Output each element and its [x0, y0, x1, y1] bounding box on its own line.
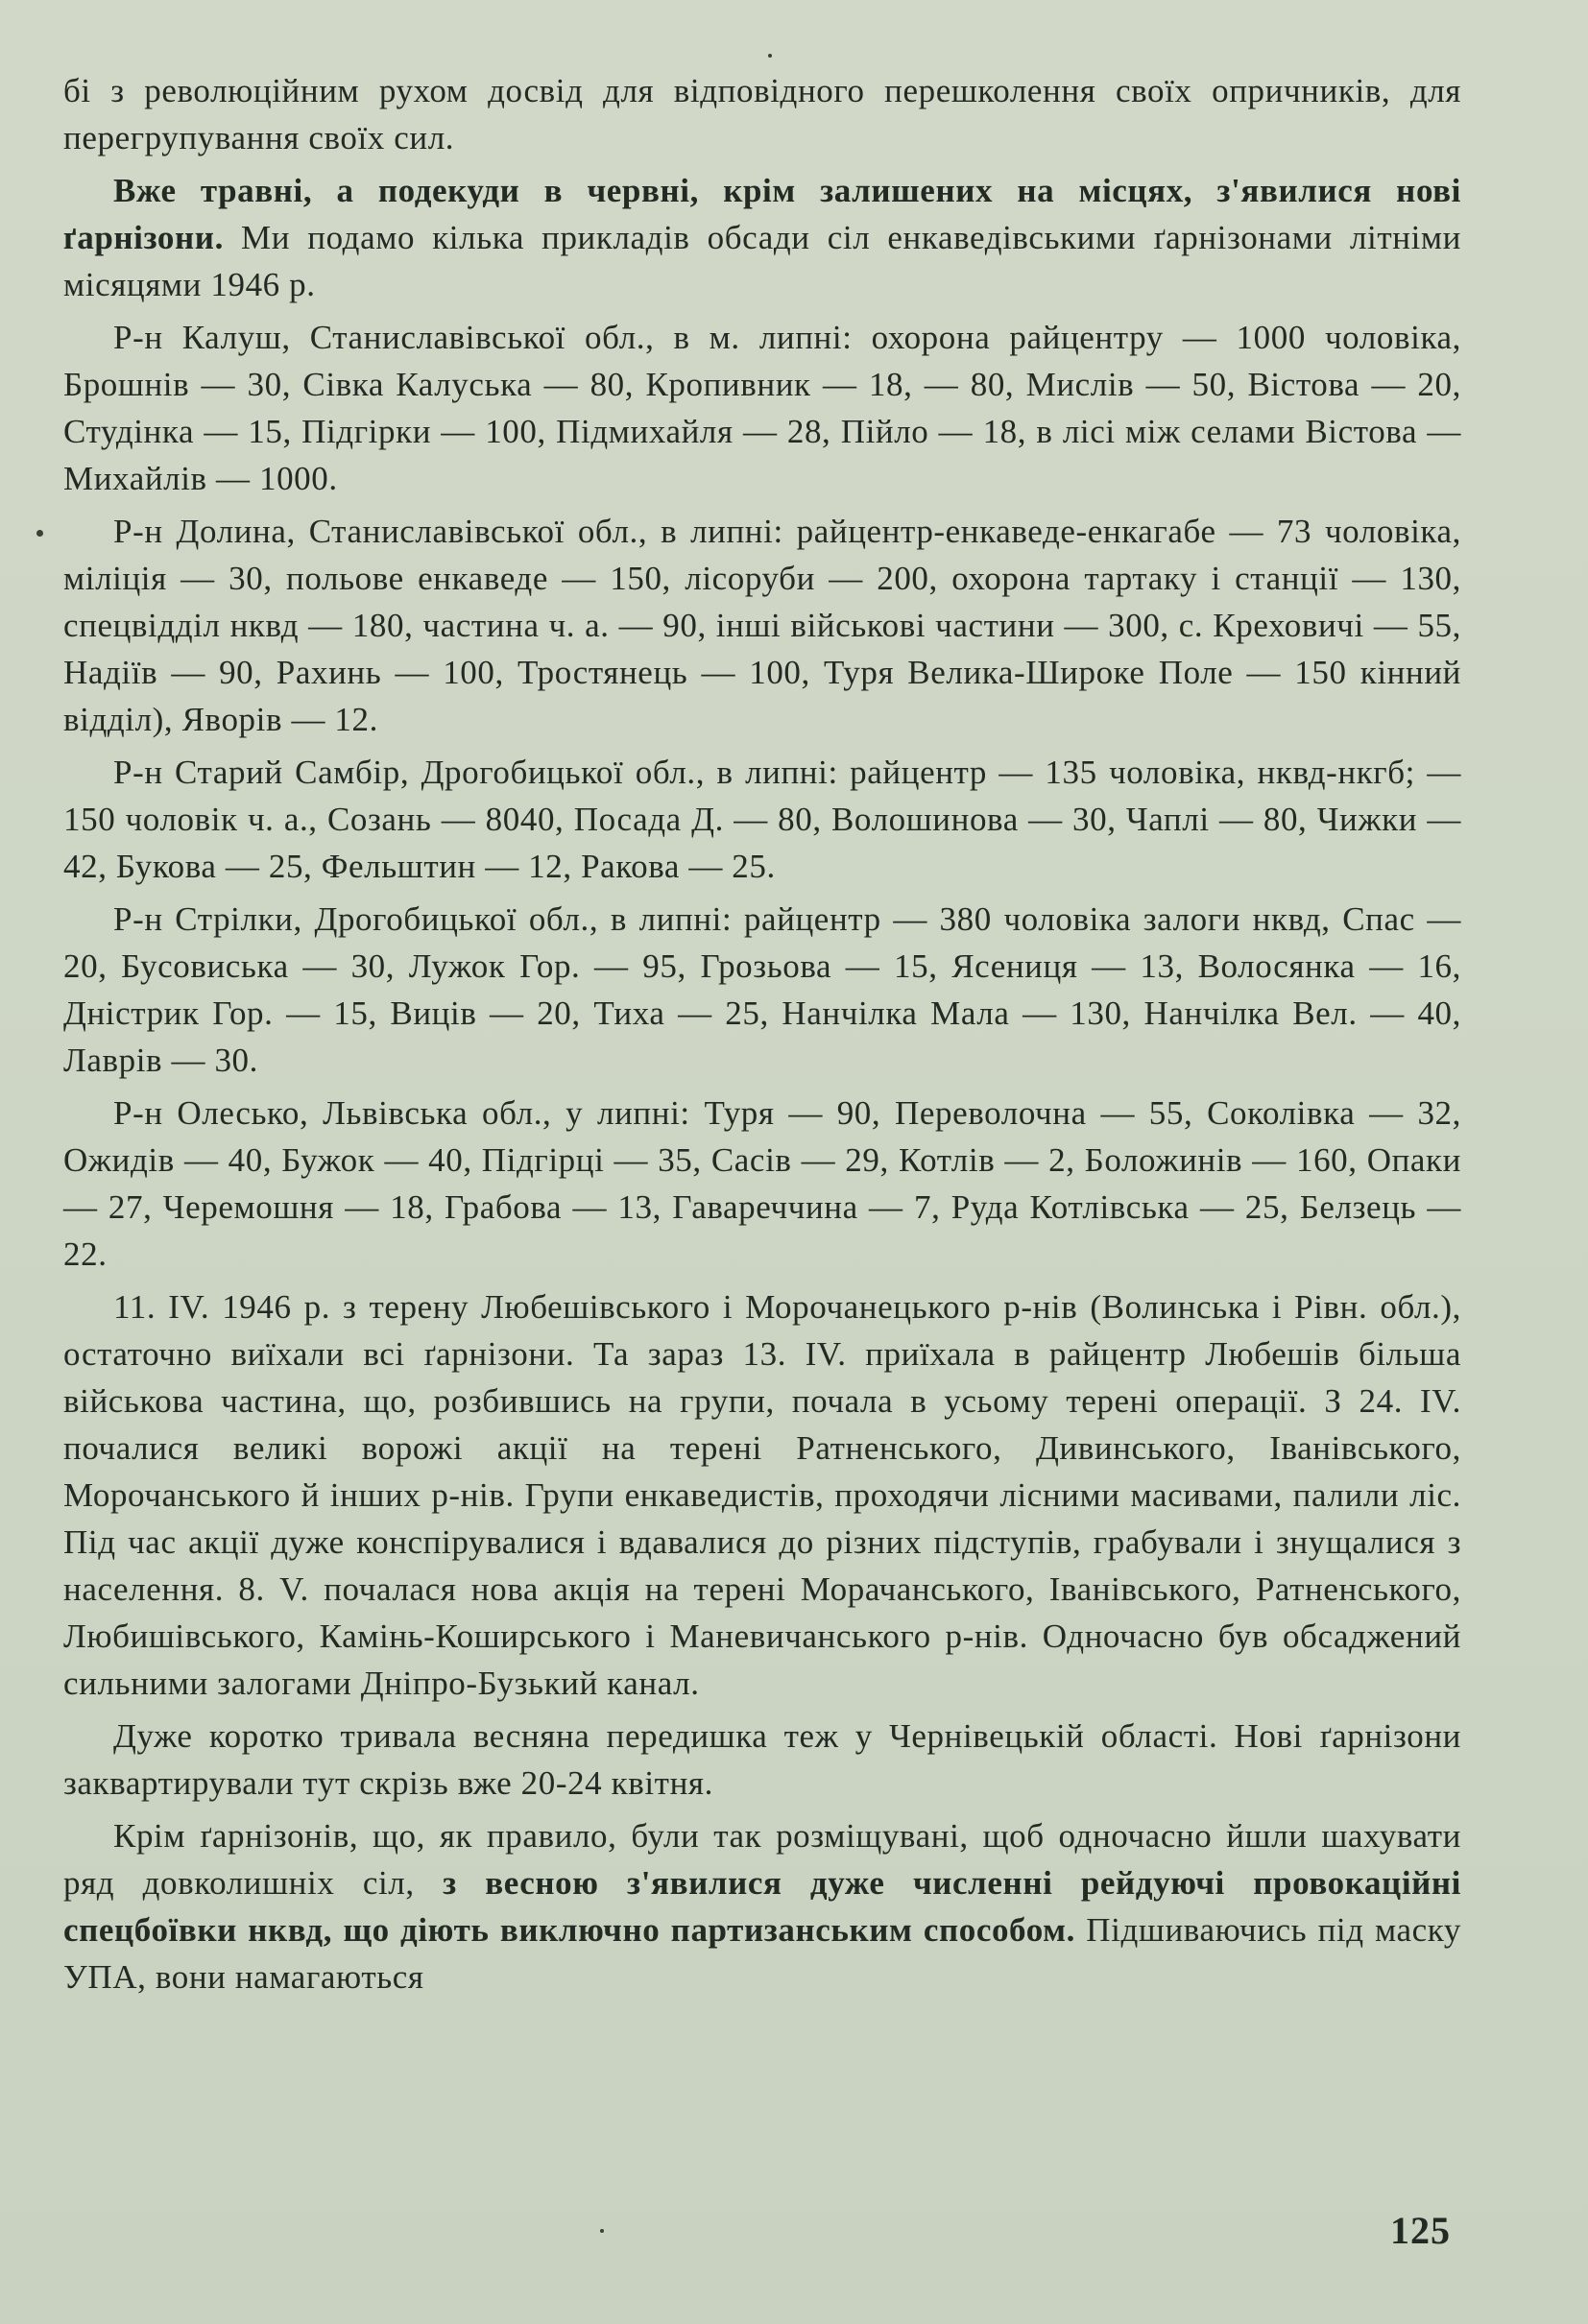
paragraph-p9 — [63, 1713, 1461, 1807]
text-segment: Р-н Стрілки, Дрогобицької обл., в липні: райцентр — 380 чоловіка залоги нквд, Спас — 20, Бусовиська — 30, Лужок Гор. — 95, Грозьова — 15, Ясениця — 13, Волосянка — 16, Дністрик Гор. — 15, Виців — 20, Тиха — 25, Нанчілка Мала — 130, Нанчілка Вел. — 40, Лаврів — 30. — [63, 900, 1461, 1079]
paragraph-p3 — [63, 314, 1461, 502]
page-number: 125 — [1390, 2209, 1451, 2252]
text-segment: Ми подамо кілька прикладів обсади сіл енкаведівськими ґарнізонами літніми місяцями 1946 р. — [63, 219, 1461, 303]
paragraph-p6 — [63, 896, 1461, 1084]
text-segment: Р-н Старий Самбір, Дрогобицької обл., в липні: райцентр — 135 чоловіка, нквд-нкгб; — 150 чоловік ч. а., Созань — 8040, Посада Д. — 80, Волошинова — 30, Чаплі — 80, Чижки — 42, Букова — 25, Фельштин — 12, Ракова — 25. — [63, 754, 1461, 885]
body-text — [63, 67, 1461, 2001]
paragraph-p1 — [63, 67, 1461, 161]
text-segment: 11. IV. 1946 р. з терену Любешівського і Морочанецького р-нів (Волинська і Рівн. обл.), остаточно виїхали всі ґарнізони. Та зараз 13. IV. приїхала в райцентр Любешів більша військова частина, що, розбившись на групи, почала в усьому терені операції. З 24. IV. почалися великі ворожі акції на терені Ратненського, Дивинського, Іванівського, Морочанського й інших р-нів. Групи енкаведистів, проходячи лісними масивами, палили ліс. Під час акції дуже конспірувалися і вдавалися до різних підступів, грабували і знущалися з населення. 8. V. почалася нова акція на терені Морачанського, Іванівського, Ратненського, Любишівського, Камінь-Коширського і Маневичанського р-нів. Одночасно був обсаджений сильними залогами Дніпро-Бузький канал. — [63, 1288, 1461, 1702]
text-segment: Дуже коротко тривала весняна передишка теж у Чернівецькій області. Нові ґарнізони заквартирували тут скрізь вже 20-24 квітня. — [63, 1717, 1461, 1802]
text-segment: бі з революційним рухом досвід для відповідного перешколення своїх опричників, для перегрупування своїх сил. — [63, 72, 1461, 156]
paragraph-p5 — [63, 749, 1461, 890]
paragraph-p2 — [63, 167, 1461, 308]
print-speck — [768, 54, 772, 58]
text-segment: Р-н Долина, Станиславівської обл., в липні: райцентр-енкаведе-енкагабе — 73 чоловіка, міліція — 30, польове енкаведе — 150, лісоруби — 200, охорона тартаку і станції — 130, спецвідділ нквд — 180, частина ч. а. — 90, інші військові частини — 300, с. Креховичі — 55, Надіїв — 90, Рахинь — 100, Тростянець — 100, Туря Велика-Широке Поле — 150 кінний відділ), Яворів — 12. — [63, 513, 1461, 738]
bold-text-segment: з весною з'явилися дуже численні рейдуючі провокаційні спецбоївки нквд, що діють виключно партизанським способом. — [63, 1864, 1461, 1949]
text-segment: Р-н Калуш, Станиславівської обл., в м. липні: охорона райцентру — 1000 чоловіка, Брошнів — 30, Сівка Калуська — 80, Кропивник — 18, — 80, Мислів — 50, Вістова — 20, Студінка — 15, Підгірки — 100, Підмихайля — 28, Пійло — 18, в лісі між селами Вістова — Михайлів — 1000. — [63, 319, 1461, 497]
paragraph-p4 — [63, 508, 1461, 743]
text-segment: Підшиваючись під маску УПА, вони намагаються — [63, 1911, 1461, 1996]
text-segment: Р-н Олесько, Львівська обл., у липні: Туря — 90, Переволочна — 55, Соколівка — 32, Ожидів — 40, Бужок — 40, Підгірці — 35, Сасів — 29, Котлів — 2, Боложинів — 160, Опаки — 27, Черемошня — 18, Грабова — 13, Гавареччина — 7, Руда Котлівська — 25, Белзець — 22. — [63, 1094, 1461, 1273]
paragraph-p8 — [63, 1283, 1461, 1707]
paragraph-p10 — [63, 1812, 1461, 2001]
print-speck — [600, 2229, 604, 2233]
paragraph-p7 — [63, 1090, 1461, 1278]
print-speck — [36, 530, 43, 537]
bold-text-segment: Вже травні, а подекуди в червні, крім залишених на місцях, з'явилися нові ґарнізони. — [63, 172, 1461, 256]
text-segment: Крім ґарнізонів, що, як правило, були так розміщувані, щоб одночасно йшли шахувати ряд довколишніх сіл, — [63, 1817, 1461, 1902]
